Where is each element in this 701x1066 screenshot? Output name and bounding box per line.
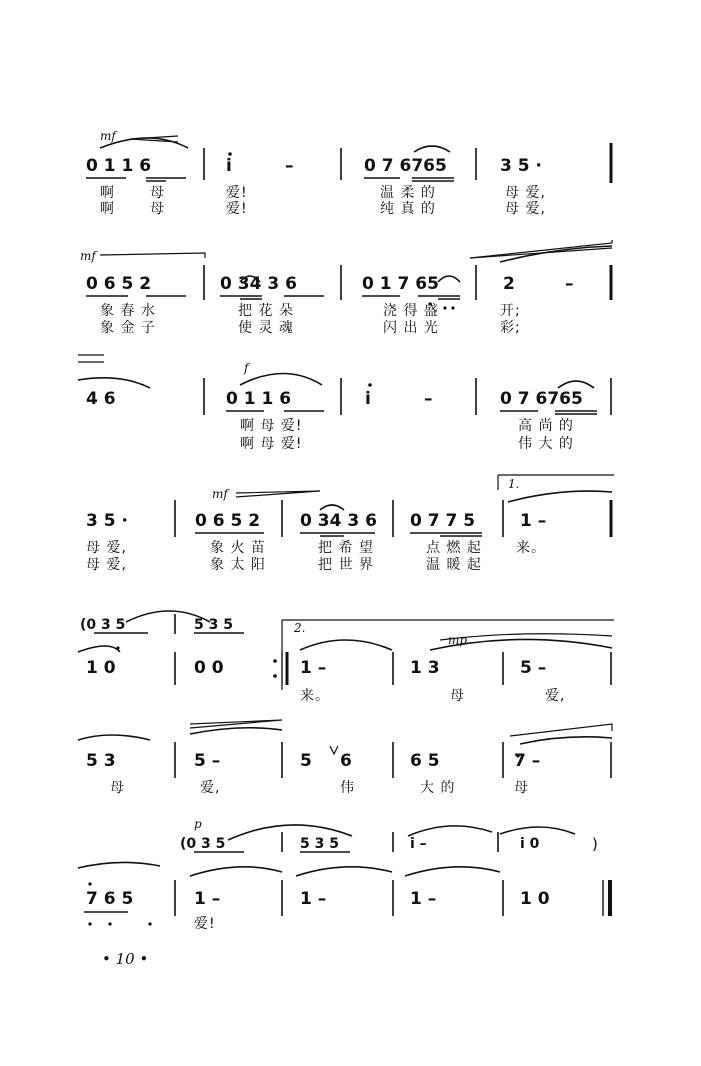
notes-measure-5: 1 0 (520, 889, 550, 909)
notes-measure-4: 0 7 7 5 (410, 511, 476, 531)
dynamic-mf: mf (212, 487, 228, 501)
lyric: 伟 (340, 780, 355, 796)
slur (508, 491, 612, 502)
crescendo-hairpin (236, 491, 320, 497)
lyric: 母 (150, 185, 165, 201)
notes-measure-4: 0 7 6765 (500, 389, 583, 409)
hairpin (190, 720, 282, 728)
tie (190, 867, 282, 876)
notes-measure-2b: – (285, 156, 294, 176)
notes-measure-3: 0 1 7 65 (362, 274, 439, 294)
notes-measure-4: 6 5 (410, 751, 440, 771)
notes-measure-4: 1 – (410, 889, 437, 909)
lyric: 使 灵 魂 (238, 320, 294, 336)
slur (558, 381, 594, 388)
notes-measure-2: i (226, 156, 232, 176)
lyric: 爱! (194, 916, 216, 932)
lyric: 点 燃 起 (426, 540, 482, 556)
notes-measure-3: 1 – (300, 889, 327, 909)
lyric: 彩; (500, 320, 521, 336)
dynamic-f: f (244, 361, 249, 375)
notes-measure-3: i (365, 389, 371, 409)
repeat-dot (273, 674, 277, 678)
tie (190, 728, 282, 734)
notes-measure-1: 0 1 1 6 (86, 156, 152, 176)
lyric: 闪 出 光 (383, 320, 439, 336)
lyric: 爱! (226, 201, 248, 217)
slur (500, 827, 575, 834)
lyric: 母 (514, 780, 529, 796)
lyric: 啊 (100, 201, 115, 217)
notes-measure-2: 0 6 5 2 (195, 511, 261, 531)
notes-measure-2: 0 0 (194, 658, 224, 678)
lyric: 母 爱, (86, 557, 127, 573)
accent-mark (330, 746, 338, 754)
notes-measure-5: 1 – (520, 511, 547, 531)
notes-measure-3: 0 34 3 6 (300, 511, 377, 531)
octave-dot (451, 306, 454, 309)
notes-measure-2: 0 34 3 6 (220, 274, 297, 294)
notes-measure-1: 0 6 5 2 (86, 274, 152, 294)
notes-measure-1: 4 6 (86, 389, 116, 409)
notes-measure-1: 7 6 5 (86, 889, 134, 909)
notes-measure-2: 0 1 1 6 (226, 389, 292, 409)
lyric: 爱, (200, 780, 221, 796)
lyric: 母 (450, 688, 465, 704)
tie (78, 862, 160, 868)
hairpin (510, 724, 612, 736)
lyric: 象 太 阳 (210, 557, 266, 573)
lyric: 母 (110, 780, 125, 796)
notes-measure-5: 5 – (520, 658, 547, 678)
notes-measure-2: 1 – (194, 889, 221, 909)
tie (300, 640, 392, 650)
tie (78, 735, 150, 740)
lyric: 高 尚 的 (518, 418, 574, 434)
lyric: 来。 (300, 688, 330, 704)
lyric: 来。 (516, 540, 546, 556)
lyric: 温 暖 起 (426, 557, 482, 573)
lyric: 把 希 望 (318, 540, 374, 556)
accompaniment-2: 5 3 5 (300, 836, 339, 852)
slur (408, 826, 492, 836)
notes-measure-2: 5 – (194, 751, 221, 771)
hairpin (100, 253, 205, 258)
volta-2-label: 2. (294, 621, 306, 635)
notes-measure-3b: 6 (340, 751, 352, 771)
lyric: 象 火 苗 (210, 540, 266, 556)
dynamic-mf: mf (100, 129, 116, 143)
notes-measure-4: 2 (503, 274, 515, 294)
notes-measure-4: 3 5 · (500, 156, 542, 176)
slur (414, 146, 450, 152)
notes-measure-1: 1 0 (86, 658, 116, 678)
lyric: 浇 得 盛 (383, 303, 439, 319)
accompaniment-4: i 0 (520, 836, 540, 852)
repeat-dot (273, 659, 277, 663)
lyric: 母 爱, (505, 185, 546, 201)
notes-measure-3: 1 – (300, 658, 327, 678)
notes-measure-3: 0 7 6765 (364, 156, 447, 176)
lyric: 啊 母 爱! (240, 436, 303, 452)
dynamic-p: p (194, 817, 202, 831)
octave-dot (368, 383, 372, 387)
tie (78, 646, 120, 652)
octave-dot (88, 882, 91, 885)
volta-1-label: 1. (508, 477, 520, 491)
hairpin (470, 248, 612, 258)
octave-dot (88, 922, 91, 925)
lyric: 爱! (226, 185, 248, 201)
lyric: 母 (150, 201, 165, 217)
notes-measure-3: 5 (300, 751, 312, 771)
tie (296, 867, 392, 876)
lyric: 大 的 (420, 780, 456, 796)
accompaniment-close: ) (592, 835, 598, 853)
lyric: 爱, (545, 688, 566, 704)
slur (240, 374, 322, 386)
accompaniment-3: i – (410, 836, 427, 852)
notes-measure-3b: – (424, 389, 433, 409)
lyric: 温 柔 的 (380, 185, 436, 201)
dynamic-mp: mp (448, 633, 468, 647)
lyric: 把 花 朵 (238, 303, 294, 319)
lyric: 啊 母 爱! (240, 418, 303, 434)
tie (78, 378, 150, 388)
slur (320, 505, 344, 510)
notes-measure-1: 5 3 (86, 751, 116, 771)
tie (405, 867, 500, 876)
lyric: 母 爱, (86, 540, 127, 556)
octave-dot (108, 922, 111, 925)
lyric: 象 春 水 (100, 303, 156, 319)
accompaniment-2: 5 3 5 (194, 617, 233, 633)
lyric: 开; (500, 303, 521, 319)
notes-measure-4b: – (565, 274, 574, 294)
octave-dot (116, 646, 119, 649)
octave-dot (148, 922, 151, 925)
notes-measure-4: 1 3 (410, 658, 440, 678)
lyric: 纯 真 的 (380, 201, 436, 217)
lyric: 母 爱, (505, 201, 546, 217)
slur (438, 276, 460, 282)
notes-measure-5: 7 – (514, 751, 541, 771)
slur (520, 737, 612, 744)
dynamic-mf: mf (80, 249, 96, 263)
lyric: 把 世 界 (318, 557, 374, 573)
notes-measure-1: 3 5 · (86, 511, 128, 531)
accompaniment-1: (0 3 5 (180, 836, 226, 852)
lyric: 象 金 子 (100, 320, 156, 336)
page-number: • 10 • (102, 950, 149, 968)
accompaniment-1: (0 3 5 (80, 617, 126, 633)
lyric: 伟 大 的 (518, 436, 574, 452)
octave-dot (443, 306, 446, 309)
lyric: 啊 (100, 185, 115, 201)
